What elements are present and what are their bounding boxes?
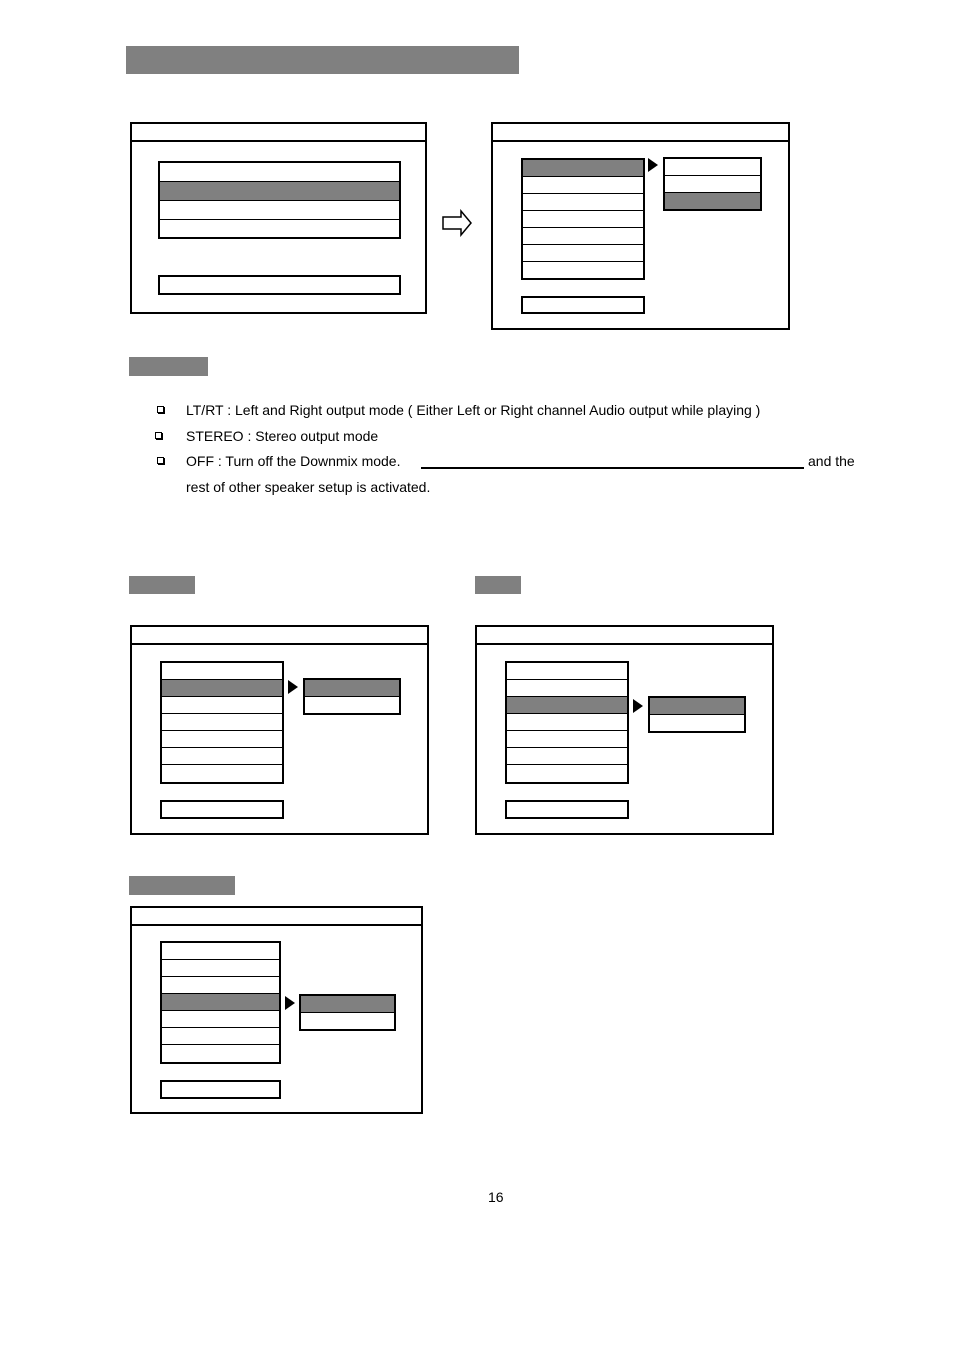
- menu-item[interactable]: [523, 262, 643, 278]
- menu-item-selected[interactable]: [160, 182, 399, 201]
- checkbox-square-icon: [155, 432, 162, 439]
- menu-item-selected[interactable]: [162, 994, 279, 1011]
- setup-menu-panel-5: [130, 906, 423, 1114]
- menu-item[interactable]: [507, 714, 627, 731]
- submenu-options: [299, 994, 396, 1031]
- menu-item[interactable]: [160, 201, 399, 220]
- panel-title-bar: [132, 908, 421, 926]
- menu-item[interactable]: [160, 220, 399, 237]
- menu-item[interactable]: [162, 977, 279, 994]
- menu-footer-box[interactable]: [505, 800, 629, 819]
- menu-item-selected[interactable]: [507, 697, 627, 714]
- menu-list: [160, 941, 281, 1064]
- menu-item[interactable]: [162, 765, 282, 782]
- setup-menu-panel-2: [491, 122, 790, 330]
- checkbox-square-icon: [157, 406, 164, 413]
- menu-list: [158, 161, 401, 239]
- menu-item[interactable]: [507, 663, 627, 680]
- panel-title-bar: [493, 124, 788, 142]
- menu-item-selected[interactable]: [523, 160, 643, 177]
- underline-blank: [421, 467, 804, 469]
- submenu-option[interactable]: [650, 715, 744, 731]
- menu-item[interactable]: [162, 748, 282, 765]
- menu-item[interactable]: [523, 177, 643, 194]
- submenu-options: [303, 678, 401, 715]
- triangle-right-icon: [288, 680, 298, 694]
- setup-menu-panel-1: [130, 122, 427, 314]
- menu-item[interactable]: [523, 211, 643, 228]
- menu-item[interactable]: [162, 714, 282, 731]
- bullet-text: LT/RT : Left and Right output mode ( Either Left or Right channel Audio output while playing ): [186, 402, 761, 418]
- menu-item[interactable]: [507, 748, 627, 765]
- bullet-text: OFF : Turn off the Downmix mode.: [186, 453, 401, 469]
- submenu-options: [648, 696, 746, 733]
- menu-item[interactable]: [523, 228, 643, 245]
- label-bar: [129, 876, 235, 895]
- bullet-text: STEREO : Stereo output mode: [186, 428, 379, 444]
- submenu-option[interactable]: [305, 697, 399, 713]
- menu-item[interactable]: [160, 163, 399, 182]
- menu-item[interactable]: [523, 194, 643, 211]
- submenu-options: [663, 157, 762, 211]
- triangle-right-icon: [633, 699, 643, 713]
- menu-footer-box[interactable]: [521, 296, 645, 314]
- menu-item[interactable]: [162, 663, 282, 680]
- submenu-option[interactable]: [301, 1013, 394, 1029]
- menu-item[interactable]: [507, 765, 627, 782]
- submenu-option-selected[interactable]: [301, 996, 394, 1013]
- submenu-option[interactable]: [665, 176, 760, 193]
- label-bar: [129, 357, 208, 376]
- menu-footer-box[interactable]: [160, 1080, 281, 1099]
- checkbox-square-icon: [157, 457, 164, 464]
- triangle-right-icon: [648, 158, 658, 172]
- submenu-option-selected[interactable]: [665, 193, 760, 209]
- menu-item[interactable]: [162, 731, 282, 748]
- menu-item-selected[interactable]: [162, 680, 282, 697]
- bullet-text-continuation: rest of other speaker setup is activated.: [186, 479, 431, 495]
- menu-list: [521, 158, 645, 280]
- menu-item[interactable]: [162, 1045, 279, 1062]
- menu-footer-box[interactable]: [160, 800, 284, 819]
- menu-item[interactable]: [162, 697, 282, 714]
- submenu-option[interactable]: [665, 159, 760, 176]
- menu-list: [505, 661, 629, 784]
- panel-title-bar: [132, 627, 427, 645]
- triangle-right-icon: [285, 996, 295, 1010]
- menu-item[interactable]: [523, 245, 643, 262]
- setup-menu-panel-3: [130, 625, 429, 835]
- menu-item[interactable]: [162, 960, 279, 977]
- label-bar: [129, 576, 195, 594]
- menu-footer-box[interactable]: [158, 275, 401, 295]
- section-header-bar: [126, 46, 519, 74]
- menu-item[interactable]: [507, 731, 627, 748]
- menu-item[interactable]: [162, 943, 279, 960]
- submenu-option-selected[interactable]: [650, 698, 744, 715]
- setup-menu-panel-4: [475, 625, 774, 835]
- menu-item[interactable]: [507, 680, 627, 697]
- page-number: 16: [488, 1189, 504, 1205]
- submenu-option-selected[interactable]: [305, 680, 399, 697]
- bullet-text-tail: and the: [808, 453, 855, 469]
- menu-item[interactable]: [162, 1028, 279, 1045]
- panel-title-bar: [132, 124, 425, 142]
- panel-title-bar: [477, 627, 772, 645]
- menu-list: [160, 661, 284, 784]
- label-bar: [475, 576, 521, 594]
- menu-item[interactable]: [162, 1011, 279, 1028]
- right-outline-arrow-icon: [441, 209, 473, 237]
